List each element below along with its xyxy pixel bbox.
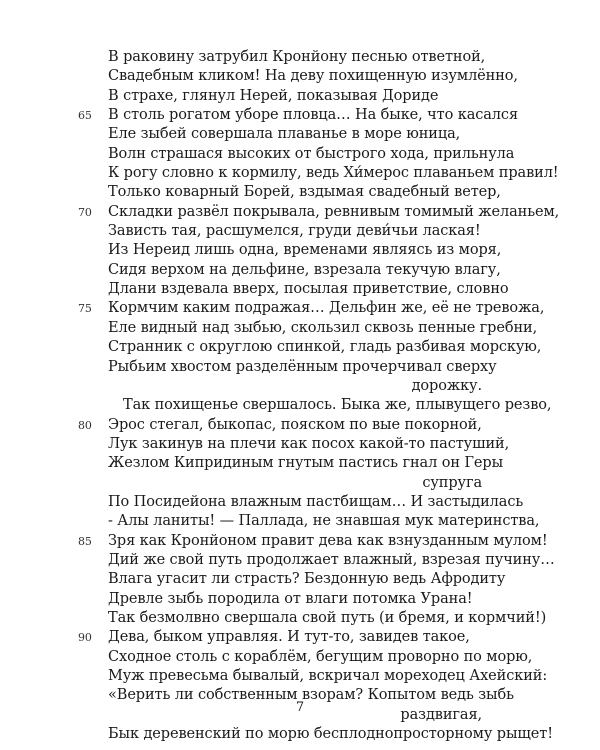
line-text: Жезлом Кипридиным гнутым пастись гнал он Геры: [108, 455, 504, 472]
line-number: 75: [78, 302, 92, 316]
line-text: Сидя верхом на дельфине, взрезала текучую влагу,: [108, 261, 501, 278]
poem-line: [0, 416, 600, 435]
poem-line: [0, 725, 600, 744]
poem-line: [0, 377, 600, 396]
line-text: Древле зыбь породила от влаги потомка Урана!: [108, 590, 473, 607]
poem-line: [0, 396, 600, 415]
line-text: Волн страшася высоких от быстрого хода, прильнула: [108, 145, 515, 162]
line-number: 70: [78, 205, 92, 219]
poem-text: [0, 48, 600, 744]
poem-line: [0, 590, 600, 609]
line-text: «Верить ли собственным взорам? Копытом ведь зыбь: [108, 687, 514, 704]
poem-line: [0, 319, 600, 338]
poem-line: [0, 570, 600, 589]
line-text: Муж превесьма бывалый, вскричал мореходец Ахейский:: [108, 668, 548, 684]
page-number: 7: [295, 700, 305, 715]
poem-line: [0, 299, 600, 318]
line-text: Так похищенье свершалось. Быка же, плывущего резво,: [123, 397, 552, 414]
line-number: 65: [78, 109, 92, 123]
line-text: Странник с округлою спинкой, гладь разбивая морскую,: [108, 339, 542, 356]
poem-line: [0, 493, 600, 512]
poem-line: [0, 532, 600, 551]
line-text: Только коварный Борей, вздымая свадебный ветер,: [108, 184, 501, 201]
line-text: Сходное столь с кораблём, бегущим проворно по морю,: [108, 648, 533, 665]
poem-line: [0, 667, 600, 686]
line-text: Дева, быком управляя. И тут-то, завидев такое,: [108, 629, 470, 646]
poem-line: [0, 125, 600, 144]
poem-line: [0, 454, 600, 473]
line-text: В столь рогатом уборе пловца… На быке, что касался: [108, 107, 518, 124]
line-text: Так безмолвно свершала свой путь (и бремя, и кормчий!): [108, 609, 547, 626]
line-text: Еле зыбей совершала плаванье в море юница,: [108, 126, 461, 143]
line-text: Влага угасит ли страсть? Бездонную ведь Афродиту: [108, 571, 506, 588]
line-text: Еле видный над зыбью, скользил сквозь пенные гребни,: [108, 319, 538, 336]
line-number: 90: [78, 631, 92, 645]
poem-line: [0, 145, 600, 164]
poem-line: [0, 106, 600, 125]
poem-line: [0, 280, 600, 299]
line-text: Складки развёл покрывала, ревнивым томимый желаньем,: [108, 203, 560, 220]
line-text: Рыбьим хвостом разделённым прочерчивал сверху: [108, 358, 497, 375]
poem-line: [0, 474, 600, 493]
poem-line: [0, 358, 600, 377]
poem-line: [0, 241, 600, 260]
line-text: К рогу словно к кормилу, ведь Хи́мерос плаваньем правил!: [108, 165, 559, 182]
line-text: По Посидейона влажным пастбищам… И застыдилась: [108, 493, 524, 510]
poem-line: [0, 512, 600, 531]
poem-line: [0, 261, 600, 280]
poem-line: [0, 183, 600, 202]
line-text: Длани вздевала вверх, посылая приветствие, словно: [108, 281, 509, 298]
line-text: Свадебным кликом! На деву похищенную изумлённо,: [108, 68, 518, 85]
poem-line: [0, 87, 600, 106]
line-text: Кормчим каким подражая… Дельфин же, её не тревожа,: [108, 300, 545, 317]
line-text: раздвигая,: [400, 706, 482, 723]
poem-line: [0, 203, 600, 222]
line-text: В страхе, глянул Нерей, показывая Дориде: [108, 87, 439, 104]
line-text: Зависть тая, расшумелся, груди деви́чьи лаская!: [108, 223, 481, 240]
line-number: 85: [78, 534, 92, 548]
poem-line: [0, 648, 600, 667]
line-text: Из Нереид лишь одна, временами являясь из моря,: [108, 242, 502, 259]
line-text: - Алы ланиты! — Паллада, не знавшая мук материнства,: [108, 513, 540, 530]
poem-line: [0, 551, 600, 570]
poem-line: [0, 338, 600, 357]
poem-line: [0, 435, 600, 454]
line-text: Лук закинув на плечи как посох какой-то пастуший,: [108, 435, 510, 452]
line-text: Зря как Кронйоном правит дева как взнузданным мулом!: [108, 532, 548, 549]
line-text: супруга: [422, 474, 482, 491]
line-number: 80: [78, 418, 92, 432]
poem-line: [0, 222, 600, 241]
line-text: дорожку.: [411, 377, 482, 394]
poem-line: [0, 48, 600, 67]
line-text: Бык деревенский по морю бесплоднопросторному рыщет!: [108, 726, 553, 743]
poem-line: [0, 164, 600, 183]
poem-line: [0, 628, 600, 647]
line-text: Дий же свой путь продолжает влажный, взрезая пучину…: [108, 551, 555, 568]
line-text: В раковину затрубил Кронйону песнью ответной,: [108, 49, 486, 65]
line-text: Эрос стегал, быкопас, пояском по вые покорной,: [108, 416, 482, 433]
poem-line: [0, 609, 600, 628]
poem-line: [0, 67, 600, 86]
